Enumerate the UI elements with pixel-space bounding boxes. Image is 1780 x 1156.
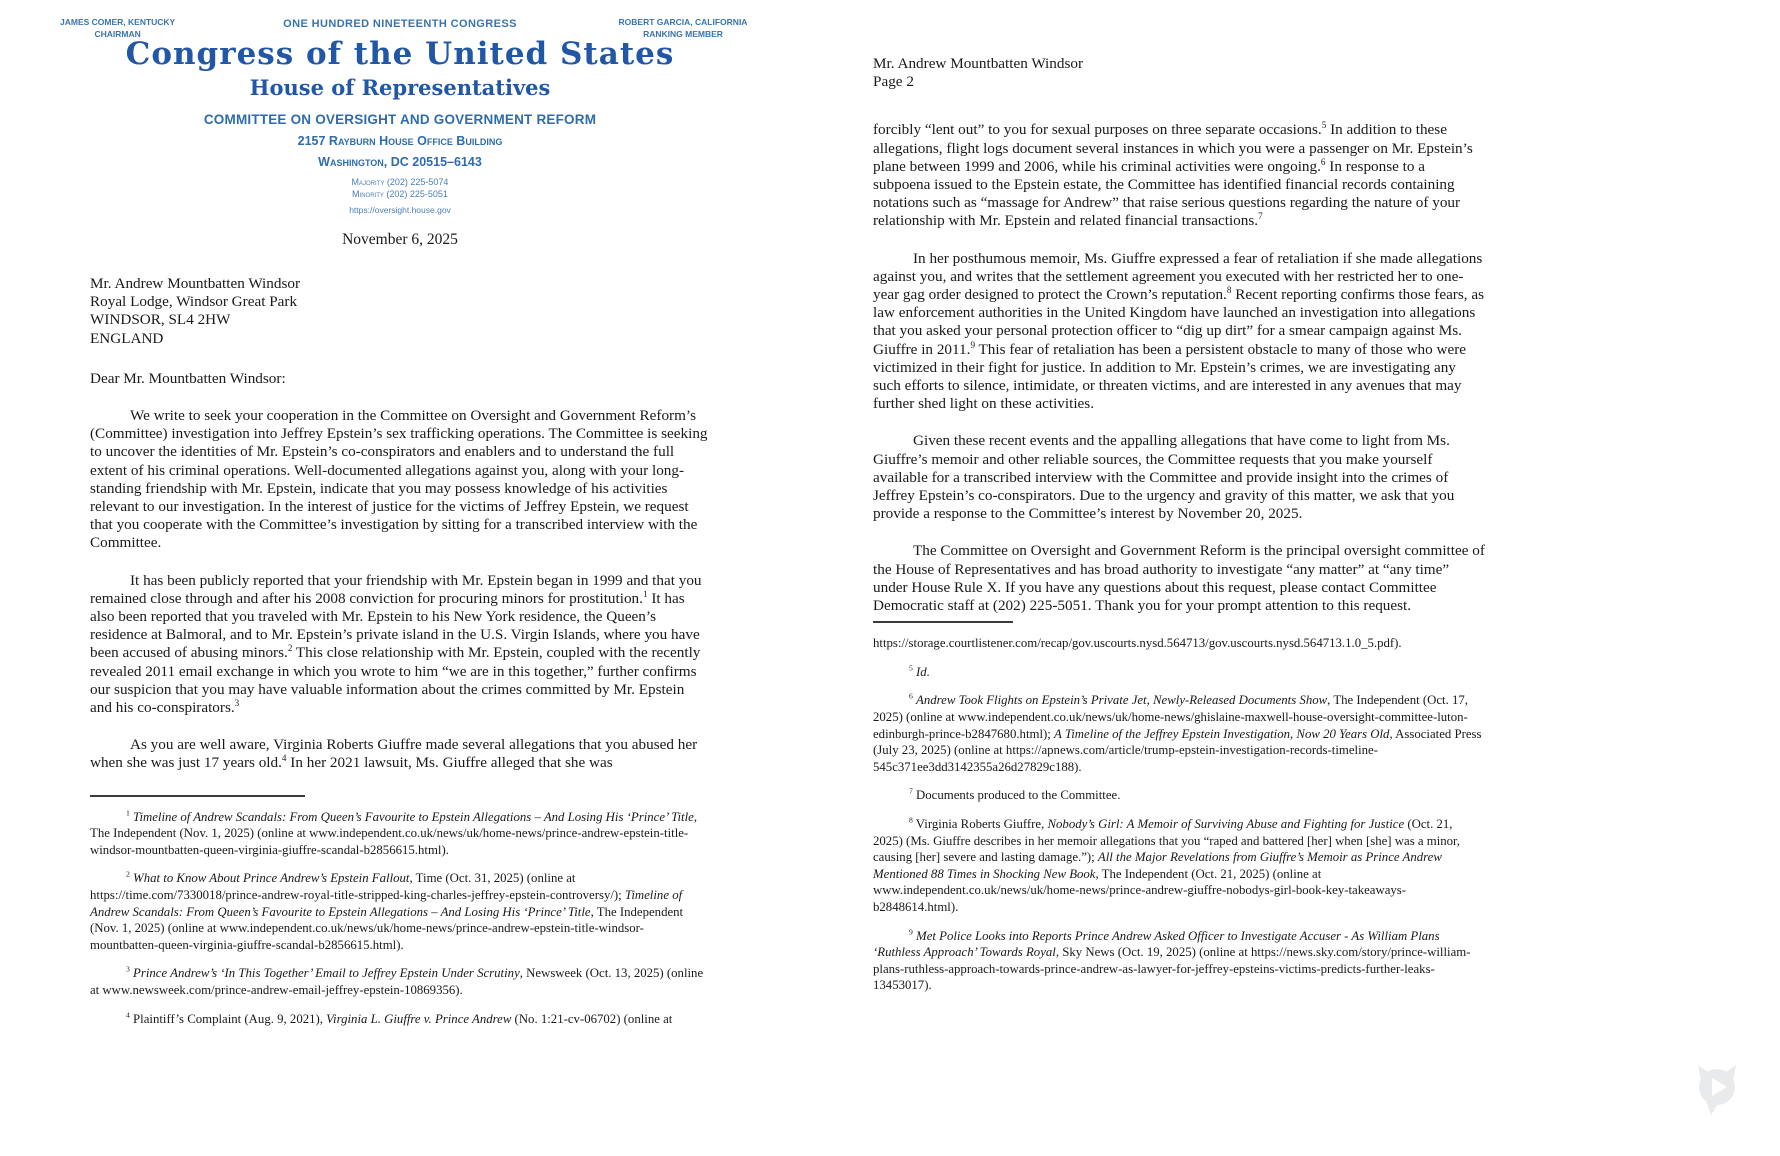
chairman-block <box>60 16 175 41</box>
footnote: $^8$ Virginia Roberts Giuffre, Nobody’s Girl: A Memoir of Surviving Abuse and Fighting for Justice (Oct. 21, 2025) (Ms. Giuffre describes in her memoir allegations that you “raped and battered [her] when [she] was a minor, causing [her] severe and lasting damage.”); All the Major Revelations from Giuffre’s Memoir as Prince Andrew Mentioned 88 Times in Shocking New Book, The Independent (Oct. 21, 2025) (online at www.independent.co.uk/news/uk/home-news/prince-andrew-giuffre-nobodys-girl-book-key-takeaways-b2848614.html). <box>873 815 1461 914</box>
recipient-line: Royal Lodge, Windsor Great Park <box>90 293 298 311</box>
recipient-line: ENGLAND <box>90 329 164 347</box>
footnote-section-page2 <box>873 621 1485 994</box>
footnote: $^2$ What to Know About Prince Andrew’s Epstein Fallout, Time (Oct. 31, 2025) (online at https://time.com/7330018/prince-andrew-royal-title-stripped-king-charles-jeffrey-epstein-controversy/); Timeline of Andrew Scandals: From Queen’s Favourite to Epstein Allegations – And Losing His ‘Prince’ Title, The Independent (Nov. 1, 2025) (online at www.independent.co.uk/news/uk/home-news/prince-andrew-epstein-title-windsor-mountbatten-queen-virginia-giuffre-scandal-b2856615.html). <box>90 870 684 952</box>
salutation: Dear Mr. Mountbatten Windsor: <box>90 369 286 387</box>
letterhead-address-1: 2157 Rayburn House Office Building <box>297 134 503 148</box>
page2-header-page-number: Page 2 <box>873 73 914 91</box>
footnote-separator <box>873 621 1013 623</box>
body-paragraph: In her posthumous memoir, Ms. Giuffre expressed a fear of retaliation if she made allegations against you, and writes that the settlement agreement you executed with her restricted her to one-year gag order designed to protect the Crown’s reputation.$^8$ Recent reporting confirms those fears, as law enforcement authorities in the United Kingdom have launched an investigation into allegations that you asked your personal protection officer to “dig up dirt” for a smear campaign against Ms. Giuffre in 2011.$^9$ This fear of retaliation has been a persistent obstacle to many of those who were victimized in their fight for justice. In addition to Mr. Epstein’s crimes, we are investigating any such efforts to silence, intimidate, or threaten victims, and are interested in any avenues that may further shed light on these activities. <box>873 249 1485 413</box>
majority-phone: Majority (202) 225-5074 <box>351 177 449 187</box>
recipient-line: WINDSOR, SL4 2HW <box>90 311 231 329</box>
letter-page-1 <box>0 0 870 1156</box>
minority-phone: Minority (202) 225-5051 <box>352 188 448 199</box>
ranking-member-title: RANKING MEMBER <box>643 29 723 40</box>
letter-page-2 <box>870 0 1780 1156</box>
play-button-logo-icon <box>1692 1062 1742 1116</box>
letterhead-address-2: Washington, DC 20515–6143 <box>318 155 482 169</box>
body-paragraph: It has been publicly reported that your friendship with Mr. Epstein began in 1999 and that you remained close through and after his 2008 conviction for procuring minors for prostitution.$^1$ It has also been reported that you traveled with Mr. Epstein to his New York residence, the Queen’s residence at Balmoral, and to Mr. Epstein’s private island in the U.S. Virgin Islands, where you have been accused of abusing minors.$^2$ This close relationship with Mr. Epstein, coupled with the recently revealed 2011 email exchange in which you wrote to him “we are in this together,” further confirms our suspicion that you may have valuable information about the crimes committed by Mr. Epstein and his co-conspirators.$^3$ <box>90 571 702 717</box>
footnote: $^6$ Andrew Took Flights on Epstein’s Private Jet, Newly-Released Documents Show, The Independent (Oct. 17, 2025) (online at www.independent.co.uk/news/uk/home-news/ghislaine-maxwell-house-oversight-committee-luton-edinburgh-prince-b2847680.html); A Timeline of the Jeffrey Epstein Investigation, Now 20 Years Old, Associated Press (July 23, 2025) (online at https://apnews.com/article/trump-epstein-investigation-records-timeline-545c371ee3dd3142355a26d27829c188). <box>873 692 1482 774</box>
ranking-member-block <box>608 16 758 41</box>
body-paragraph: Given these recent events and the appalling allegations that have come to light from Ms. Giuffre’s memoir and other reliable sources, the Committee requests that you make yourself available for a transcribed interview with the Committee and provide insight into the crimes of Jeffrey Epstein’s co-conspirators. Due to the urgency and gravity of this matter, we ask that you provide a response to the Committee’s interest by November 20, 2025. <box>873 432 1455 523</box>
footnote: $^5$ Id. <box>909 663 930 679</box>
letterhead-website: https://oversight.house.gov <box>349 205 451 215</box>
footnote: $^4$ Plaintiff’s Complaint (Aug. 9, 2021), Virginia L. Giuffre v. Prince Andrew (No. 1:21-cv-06702) (online at <box>126 1010 673 1026</box>
congress-session-line: ONE HUNDRED NINETEENTH CONGRESS <box>283 18 517 30</box>
page2-header-recipient: Mr. Andrew Mountbatten Windsor <box>873 55 1084 72</box>
chairman-title: CHAIRMAN <box>94 29 141 40</box>
footnote-continuation: https://storage.courtlistener.com/recap/gov.uscourts.nysd.564713/gov.uscourts.nysd.564713.1.0_5.pdf). <box>873 636 1402 651</box>
ranking-member-name: ROBERT GARCIA, CALIFORNIA <box>618 17 748 27</box>
footnote: $^1$ Timeline of Andrew Scandals: From Queen’s Favourite to Epstein Allegations – And Losing His ‘Prince’ Title, The Independent (Nov. 1, 2025) (online at www.independent.co.uk/news/uk/home-news/prince-andrew-epstein-title-windsor-mountbatten-queen-virginia-giuffre-scandal-b2856615.html). <box>90 808 698 857</box>
body-paragraph: forcibly “lent out” to you for sexual purposes on three separate occasions.$^5$ In addition to these allegations, flight logs document several instances in which you were a passenger on Mr. Epstein’s plane between 1999 and 2006, while his criminal activities were ongoing.$^6$ In response to a subpoena issued to the Epstein estate, the Committee has identified financial records containing notations such as “massage for Andrew” that raise serious questions regarding the nature of your relationship with Mr. Epstein and related financial transactions.$^7$ <box>873 120 1473 230</box>
footnote: $^3$ Prince Andrew’s ‘In This Together’ Email to Jeffrey Epstein Under Scrutiny, Newsweek (Oct. 13, 2025) (online at www.newsweek.com/prince-andrew-email-jeffrey-epstein-10869356). <box>90 965 704 998</box>
footnote: $^9$ Met Police Looks into Reports Prince Andrew Asked Officer to Investigate Accuser - As William Plans ‘Ruthless Approach’ Towards Royal, Sky News (Oct. 19, 2025) (online at https://news.sky.com/story/prince-william-plans-ruthless-approach-towards-prince-andrew-as-lawyer-for-jeffrey-epsteins-victims-predicts-further-leaks-13453017). <box>873 927 1471 993</box>
footnote: $^7$ Documents produced to the Committee. <box>909 787 1121 803</box>
house-subtitle: House of Representatives <box>249 75 551 100</box>
footnote-section-page1 <box>90 795 710 1028</box>
body-paragraph: The Committee on Oversight and Government Reform is the principal oversight committee of the House of Representatives and has broad authority to investigate “any matter” at “any time” under House Rule X. If you have any questions about this request, please contact Committee Democratic staff at (202) 225-5051. Thank you for your prompt attention to this request. <box>873 542 1485 615</box>
letterhead-phones <box>90 177 710 200</box>
recipient-address-block <box>90 275 710 348</box>
page2-header <box>873 0 1485 91</box>
letter-date: November 6, 2025 <box>342 231 458 248</box>
congress-title: Congress of the United States <box>125 36 675 72</box>
recipient-line: Mr. Andrew Mountbatten Windsor <box>90 275 301 292</box>
body-paragraph: As you are well aware, Virginia Roberts Giuffre made several allegations that you abused her when she was just 17 years old.$^4$ In her 2021 lawsuit, Ms. Giuffre alleged that she was <box>90 736 698 772</box>
chairman-name: JAMES COMER, KENTUCKY <box>60 17 176 27</box>
viewer-watermark <box>1692 1062 1742 1116</box>
body-paragraph: We write to seek your cooperation in the Committee on Oversight and Government Reform’s (Committee) investigation into Jeffrey Epstein’s sex trafficking operations. The Committee is seeking to uncover the identities of Mr. Epstein’s co-conspirators and enablers and to understand the full extent of his criminal operations. Well-documented allegations against you, along with your long-standing friendship with Mr. Epstein, indicate that you may possess knowledge of his activities relevant to our investigation. In the interest of justice for the victims of Jeffrey Epstein, we request that you cooperate with the Committee’s investigation by sitting for a transcribed interview with the Committee. <box>90 407 708 552</box>
committee-name: COMMITTEE ON OVERSIGHT AND GOVERNMENT REFORM <box>203 112 597 127</box>
footnote-separator <box>90 795 305 797</box>
